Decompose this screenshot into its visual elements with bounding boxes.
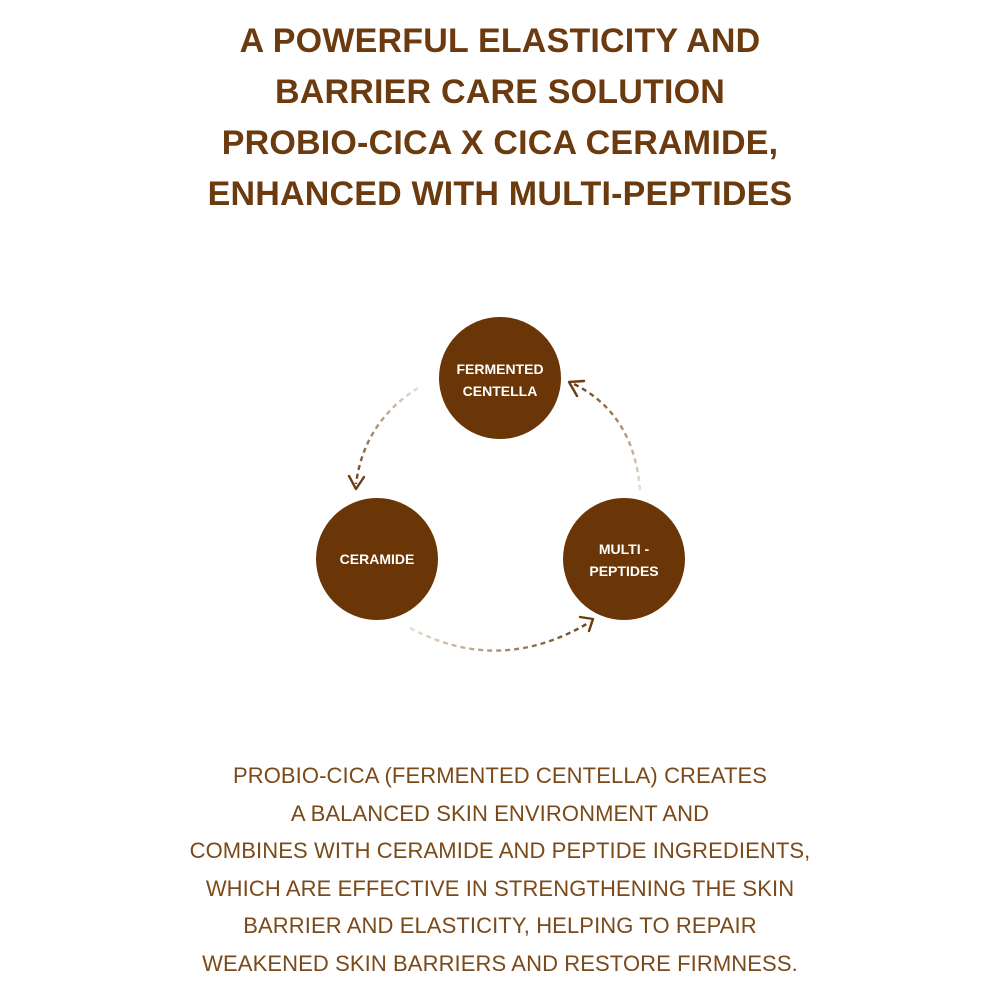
node-fermented-centella-line-1: FERMENTED [456, 361, 544, 377]
arrow-ceramide-to-peptides [410, 622, 590, 651]
arrowhead-peptides [580, 617, 593, 631]
node-fermented-centella-line-2: CENTELLA [462, 383, 538, 399]
node-multi-peptides [563, 498, 685, 620]
headline-line-4: ENHANCED WITH MULTI-PEPTIDES [207, 175, 793, 213]
arrowhead-centella [569, 381, 584, 396]
node-fermented-centella [439, 317, 561, 439]
arrow-peptides-to-centella [574, 384, 640, 490]
node-multi-peptides-line-2: PEPTIDES [589, 563, 659, 579]
description [0, 757, 1000, 983]
description-line-3: COMBINES WITH CERAMIDE AND PEPTIDE INGREDIENTS, [189, 838, 811, 864]
description-line-6: WEAKENED SKIN BARRIERS AND RESTORE FIRMNESS. [202, 950, 798, 976]
node-multi-peptides-line-1: MULTI - [598, 541, 650, 557]
description-line-5: BARRIER AND ELASTICITY, HELPING TO REPAIR [243, 913, 757, 939]
node-ceramide [316, 498, 438, 620]
arrow-centella-to-ceramide [356, 388, 418, 484]
headline-line-2: BARRIER CARE SOLUTION [275, 73, 725, 111]
headline-line-3: PROBIO-CICA X CICA CERAMIDE, [221, 124, 779, 162]
description-line-1: PROBIO-CICA (FERMENTED CENTELLA) CREATES [232, 763, 768, 788]
headline-line-1: A POWERFUL ELASTICITY AND [239, 22, 761, 60]
description-line-4: WHICH ARE EFFECTIVE IN STRENGTHENING THE SKIN [205, 875, 795, 901]
description-line-2: A BALANCED SKIN ENVIRONMENT AND [290, 800, 710, 826]
node-ceramide-line-1: CERAMIDE [339, 551, 415, 567]
